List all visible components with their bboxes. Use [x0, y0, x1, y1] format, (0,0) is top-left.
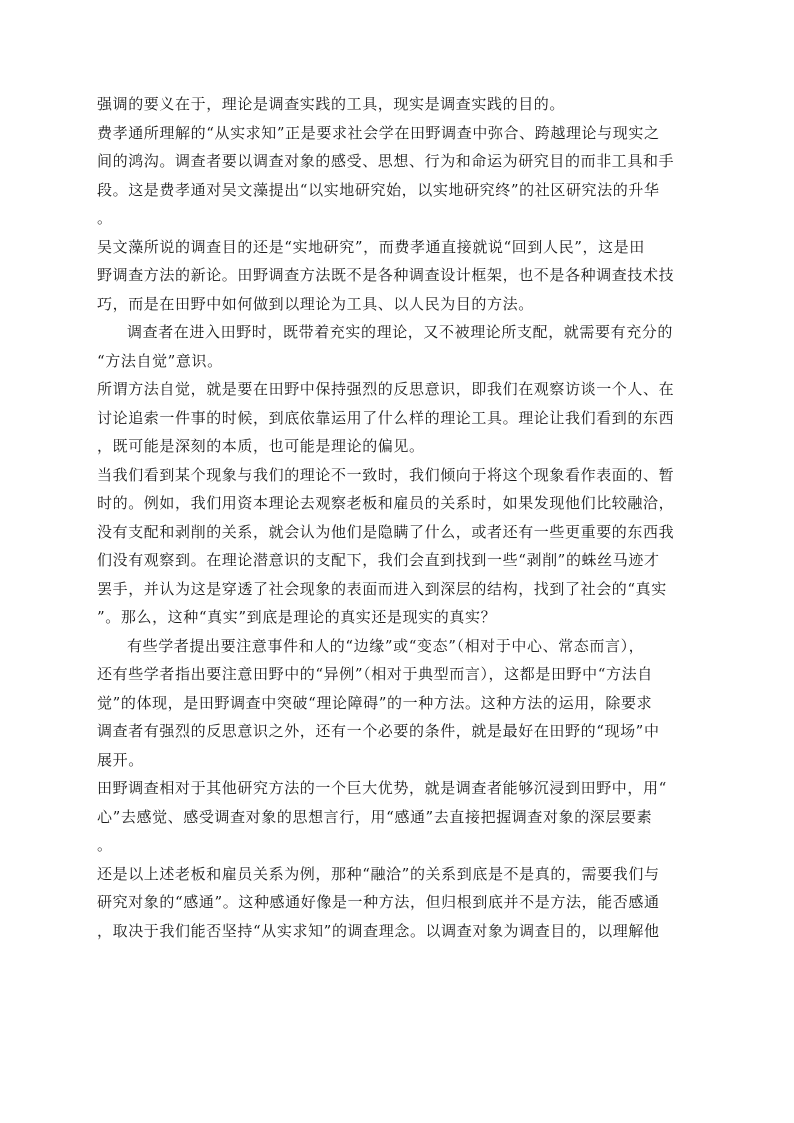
- text-line: 巧，而是在田野中如何做到以理论为工具、以人民为目的方法。: [97, 294, 534, 313]
- text-line: 研究对象的“感通”。这种感通好像是一种方法，但归根到底并不是方法，能否感通: [97, 893, 660, 911]
- text-line: 。: [97, 836, 113, 854]
- text-line: 强调的要义在于，理论是调查实践的工具，现实是调查实践的目的。: [97, 95, 566, 113]
- text-line: 费孝通所理解的“从实求知”正是要求社会学在田野调查中弥合、跨越理论与现实之: [97, 123, 660, 142]
- text-line: 所谓方法自觉，就是要在田野中保持强烈的反思意识，即我们在观察访谈一个人、在: [97, 380, 675, 398]
- text-line: ”。那么，这种“真实”到底是理论的真实还是现实的真实？: [97, 608, 497, 626]
- text-line: ，既可能是深刻的本质，也可能是理论的偏见。: [97, 437, 425, 455]
- text-line: 调查者在进入田野时，既带着充实的理论，又不被理论所支配，就需要有充分的: [127, 323, 674, 341]
- text-line: 心”去感觉、感受调查对象的思想言行，用“感通”去直接把握调查对象的深层要素: [97, 807, 653, 826]
- text-line: 当我们看到某个现象与我们的理论不一致时，我们倾向于将这个现象看作表面的、暂: [97, 465, 675, 484]
- text-line: 没有支配和剥削的关系，就会认为他们是隐瞒了什么，或者还有一些更重要的东西我: [97, 522, 675, 541]
- text-line: 们没有观察到。在理论潜意识的支配下，我们会直到找到一些“剥削”的蛛丝马迹才: [97, 551, 660, 569]
- text-line: 还是以上述老板和雇员关系为例，那种“融洽”的关系到底是不是真的，需要我们与: [97, 864, 660, 883]
- text-line: “方法自觉”意识。: [97, 351, 223, 370]
- text-line: 野调查方法的新论。田野调查方法既不是各种调查设计框架，也不是各种调查技术技: [97, 266, 675, 284]
- text-line: 有些学者提出要注意事件和人的“边缘”或“变态”（相对于中心、常态而言），: [127, 636, 645, 655]
- body-text: [97, 90, 707, 945]
- text-line: 田野调查相对于其他研究方法的一个巨大优势，就是调查者能够沉浸到田野中，用“: [97, 779, 667, 797]
- text-line: 罢手，并认为这是穿透了社会现象的表面而进入到深层的结构，找到了社会的“真实: [97, 579, 667, 598]
- text-line: 展开。: [97, 750, 144, 769]
- text-line: 还有些学者指出要注意田野中的“异例”（相对于典型而言），这都是田野中“方法自: [97, 665, 653, 683]
- text-line: 吴文藻所说的调查目的还是“实地研究”，而费孝通直接就说“回到人民”，这是田: [97, 237, 645, 256]
- text-line: 。: [97, 209, 113, 227]
- text-line: 讨论追索一件事的时候，到底依靠运用了什么样的理论工具。理论让我们看到的东西: [97, 408, 675, 427]
- text-line: 时的。例如，我们用资本理论去观察老板和雇员的关系时，如果发现他们比较融洽，: [97, 494, 675, 512]
- text-line: 调查者有强烈的反思意识之外，还有一个必要的条件，就是最好在田野的“现场”中: [97, 722, 660, 740]
- text-line: 间的鸿沟。调查者要以调查对象的感受、思想、行为和命运为研究目的而非工具和手: [97, 152, 675, 170]
- text-line: 段。这是费孝通对吴文藻提出“以实地研究始，以实地研究终”的社区研究法的升华: [97, 180, 660, 199]
- text-line: ，取决于我们能否坚持“从实求知”的调查理念。以调查对象为调查目的，以理解他: [97, 921, 660, 940]
- text-line: 觉”的体现，是田野调查中突破“理论障碍”的一种方法。这种方法的运用，除要求: [97, 693, 653, 712]
